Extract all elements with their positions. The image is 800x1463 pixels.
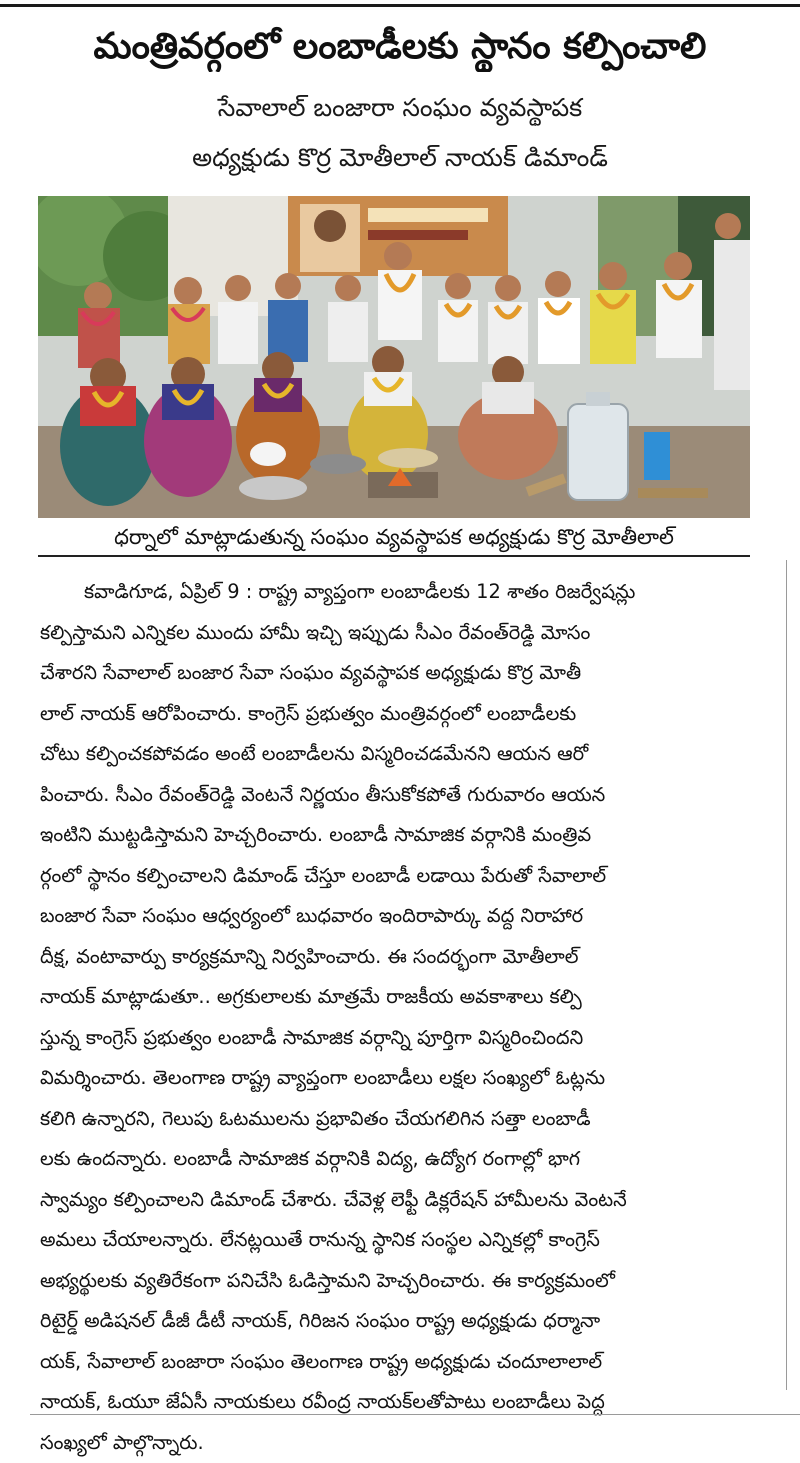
article-line: కవాడిగూడ, ఏప్రిల్ 9 : రాష్ట్ర వ్యాప్తంగా లంబాడీలకు 12 శాతం రిజర్వేషన్లు [40,572,766,613]
top-divider [0,4,800,7]
article-line: చోటు కల్పించకపోవడం అంటే లంబాడీలను విస్మరించడమేనని ఆయన ఆరో [40,734,766,775]
article-line: యక్, సేవాలాల్ బంజారా సంఘం తెలంగాణ రాష్ట్ర అధ్యక్షుడు చందూలాలాల్ [40,1342,766,1383]
article-line: ఇంటిని ముట్టడిస్తామని హెచ్చరించారు. లంబాడీ సామాజిక వర్గానికి మంత్రివ [40,815,766,856]
article-line: లాల్ నాయక్ ఆరోపించారు. కాంగ్రెస్ ప్రభుత్వం మంత్రివర్గంలో లంబాడీలకు [40,694,766,735]
article-line: పించారు. సీఎం రేవంత్‌రెడ్డి వెంటనే నిర్ణయం తీసుకోకపోతే గురువారం ఆయన [40,775,766,816]
article-line: స్తున్న కాంగ్రెస్ ప్రభుత్వం లంబాడీ సామాజిక వర్గాన్ని పూర్తిగా విస్మరించిందని [40,1018,766,1059]
subheadline-line-1: సేవాలాల్ బంజారా సంఘం వ్యవస్థాపక [20,90,780,126]
article-line: నాయక్ మాట్లాడుతూ.. అగ్రకులాలకు మాత్రమే రాజకీయ అవకాశాలు కల్పి [40,977,766,1018]
news-photo [38,196,750,518]
article-body [40,572,766,1463]
article-line: చేశారని సేవాలాల్ బంజార సేవా సంఘం వ్యవస్థాపక అధ్యక్షుడు కొర్ర మోతీ [40,653,766,694]
headline: మంత్రివర్గంలో లంబాడీలకు స్థానం కల్పించాలి [20,22,780,72]
article-line: అభ్యర్థులకు వ్యతిరేకంగా పనిచేసి ఓడిస్తామని హెచ్చరించారు. ఈ కార్యక్రమంలో [40,1261,766,1302]
article-line: నాయక్, ఓయూ జేఏసీ నాయకులు రవీంద్ర నాయక్‌లతోపాటు లంబాడీలు పెద్ద [40,1382,766,1423]
article-line: విమర్శించారు. తెలంగాణ రాష్ట్ర వ్యాప్తంగా లంబాడీలు లక్షల సంఖ్యలో ఓట్లను [40,1058,766,1099]
article-line: దీక్ష, వంటావార్పు కార్యక్రమాన్ని నిర్వహించారు. ఈ సందర్భంగా మోతీలాల్ [40,937,766,978]
article-line: అమలు చేయాలన్నారు. లేనట్లయితే రానున్న స్థానిక సంస్థల ఎన్నికల్లో కాంగ్రెస్ [40,1220,766,1261]
article-line: లకు ఉందన్నారు. లంబాడీ సామాజిక వర్గానికి విద్య, ఉద్యోగ రంగాల్లో భాగ [40,1139,766,1180]
article-line: స్వామ్యం కల్పించాలని డిమాండ్ చేశారు. చేవెళ్ల లెఫ్టీ డిక్లరేషన్ హామీలను వెంటనే [40,1180,766,1221]
article-line: రిటైర్డ్ అడిషనల్ డీజీ డీటీ నాయక్, గిరిజన సంఘం రాష్ట్ర అధ్యక్షుడు ధర్మానా [40,1301,766,1342]
subheadline-line-2: అధ్యక్షుడు కొర్ర మోతీలాల్ నాయక్ డిమాండ్ [20,140,780,176]
column-divider [786,560,787,1390]
article-line: కల్పిస్తామని ఎన్నికల ముందు హామీ ఇచ్చి ఇప్పుడు సీఎం రేవంత్‌రెడ్డి మోసం [40,613,766,654]
photo-caption: ధర్నాలో మాట్లాడుతున్న సంఘం వ్యవస్థాపక అధ్యక్షుడు కొర్ర మోతీలాల్ [38,519,750,557]
article-line: బంజార సేవా సంఘం ఆధ్వర్యంలో బుధవారం ఇందిరాపార్కు వద్ద నిరాహార [40,896,766,937]
article-line: సంఖ్యలో పాల్గొన్నారు. [40,1423,766,1463]
article-line: ర్గంలో స్థానం కల్పించాలని డిమాండ్ చేస్తూ లంబాడీ లడాయి పేరుతో సేవాలాల్ [40,856,766,897]
article-line: కలిగి ఉన్నారని, గెలుపు ఓటములను ప్రభావితం చేయగలిగిన సత్తా లంబాడీ [40,1099,766,1140]
bottom-divider [30,1414,800,1415]
